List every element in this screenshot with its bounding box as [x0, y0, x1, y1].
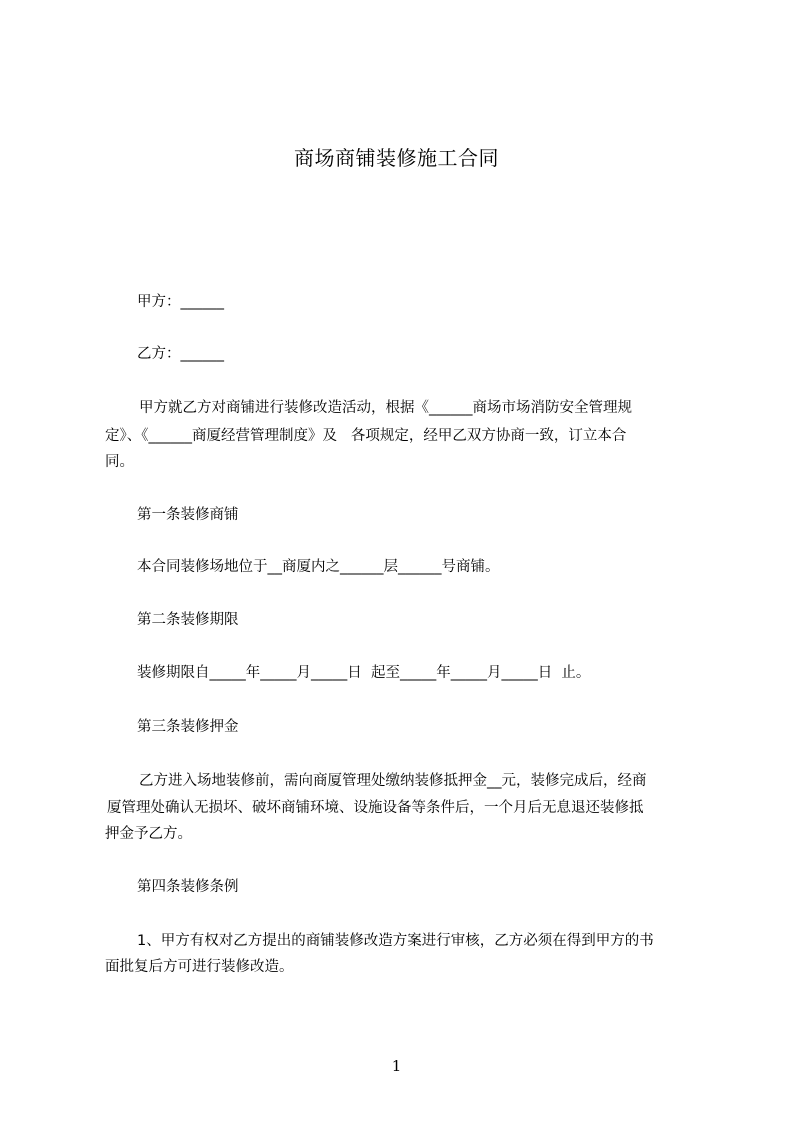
- article-3-body-line-2: 厦管理处确认无损坏、破坏商铺环境、设施设备等条件后，一个月后无息退还装修抵: [107, 800, 644, 816]
- article-4-clause-1-line-2: 面批复后方可进行装修改造。: [105, 959, 294, 975]
- page-number: 1: [391, 1057, 402, 1075]
- party-b-line: 乙方：______: [137, 346, 224, 362]
- article-1-heading: 第一条装修商铺: [137, 507, 239, 523]
- article-4-heading: 第四条装修条例: [137, 879, 239, 895]
- article-2-body: 装修期限自_____年_____月_____日 起至_____年_____月_____日 止。: [137, 665, 591, 681]
- intro-line-3: 同。: [105, 454, 134, 470]
- intro-line-2: 定》、《______商厦经营管理制度》及 各项规定，经甲乙双方协商一致，订立本合: [105, 428, 627, 444]
- party-a-line: 甲方：______: [137, 294, 224, 310]
- article-4-clause-1-line-1: 1、甲方有权对乙方提出的商铺装修改造方案进行审核，乙方必须在得到甲方的书: [137, 933, 654, 949]
- article-3-body-line-3: 押金予乙方。: [105, 826, 192, 842]
- article-2-heading: 第二条装修期限: [137, 612, 239, 628]
- document-title: 商场商铺装修施工合同: [294, 146, 499, 170]
- article-3-body-line-1: 乙方进入场地装修前，需向商厦管理处缴纳装修抵押金__元，装修完成后，经商: [139, 773, 647, 789]
- article-1-body: 本合同装修场地位于__商厦内之______层______号商铺。: [137, 559, 500, 575]
- intro-line-1: 甲方就乙方对商铺进行装修改造活动，根据《______商场市场消防安全管理规: [139, 400, 632, 416]
- article-3-heading: 第三条装修押金: [137, 719, 239, 735]
